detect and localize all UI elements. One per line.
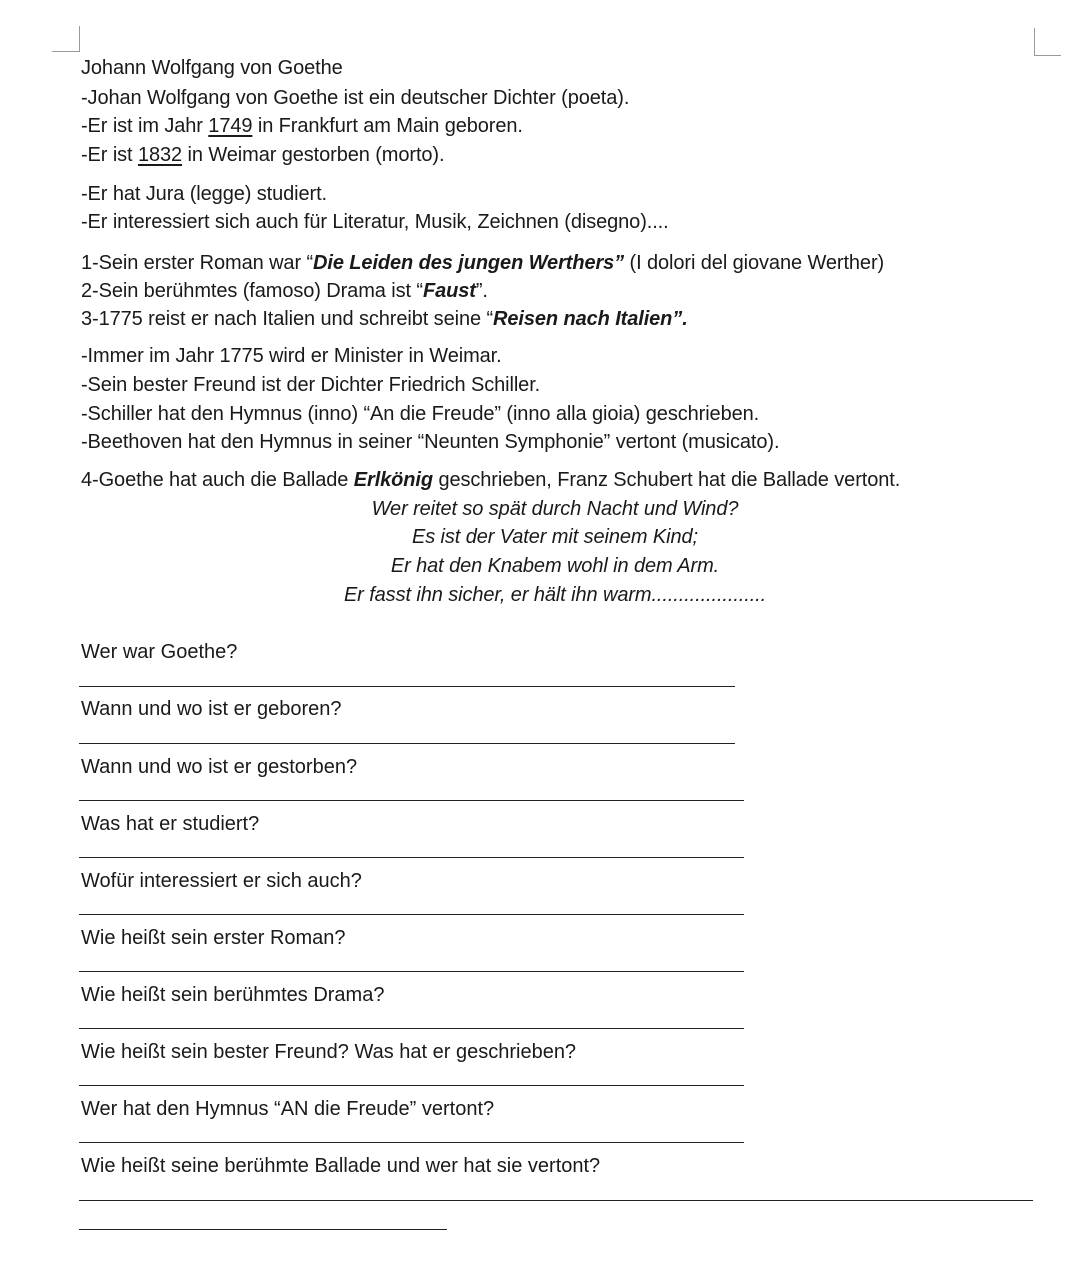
verse-3: Er hat den Knabem wohl in dem Arm. <box>390 555 720 577</box>
ballad-line-pre: 4-Goethe hat auch die Ballade <box>81 469 354 491</box>
bio-line-3 <box>81 143 444 167</box>
question-5: Wofür interessiert er sich auch? <box>81 870 362 892</box>
bio-line-2 <box>81 114 523 138</box>
works-line-3-pre: 3-1775 reist er nach Italien und schreibt seine “ <box>81 308 494 330</box>
more-line-1: -Immer im Jahr 1775 wird er Minister in Weimar. <box>81 345 502 367</box>
bio-line-1: -Johan Wolfgang von Goethe ist ein deutscher Dichter (poeta). <box>81 87 630 109</box>
bio-line-3-post: in Weimar gestorben (morto). <box>182 144 445 166</box>
bio-line-5: -Er interessiert sich auch für Literatur, Musik, Zeichnen (disegno).... <box>81 211 669 233</box>
works-line-2-post: ”. <box>475 280 488 302</box>
bio-line-2-pre: -Er ist im Jahr <box>81 115 209 137</box>
margin-corner-top-left <box>52 26 80 52</box>
death-year: 1832 <box>137 144 183 166</box>
more-line-2: -Sein bester Freund ist der Dichter Friedrich Schiller. <box>81 374 541 396</box>
question-6: Wie heißt sein erster Roman? <box>81 927 346 949</box>
bio-line-2-post: in Frankfurt am Main geboren. <box>252 115 523 137</box>
answer-line-9[interactable] <box>79 1142 744 1143</box>
question-9: Wer hat den Hymnus “AN die Freude” vertont? <box>81 1098 495 1120</box>
question-10: Wie heißt seine berühmte Ballade und wer hat sie vertont? <box>81 1155 601 1177</box>
works-line-3 <box>81 307 688 331</box>
verse-4: Er fasst ihn sicher, er hält ihn warm..................... <box>343 584 767 606</box>
question-7: Wie heißt sein berühmtes Drama? <box>81 984 385 1006</box>
works-line-2 <box>81 279 488 303</box>
answer-line-6[interactable] <box>79 971 744 972</box>
question-4: Was hat er studiert? <box>81 813 260 835</box>
answer-line-3[interactable] <box>79 800 744 801</box>
verse-1: Wer reitet so spät durch Nacht und Wind? <box>371 498 739 520</box>
more-line-3: -Schiller hat den Hymnus (inno) “An die Freude” (inno alla gioia) geschrieben. <box>81 403 760 425</box>
ballad-line-post: geschrieben, Franz Schubert hat die Ballade vertont. <box>432 469 901 491</box>
bio-line-3-pre: -Er ist <box>81 144 138 166</box>
answer-line-8[interactable] <box>79 1085 744 1086</box>
answer-line-10b[interactable] <box>79 1229 447 1230</box>
question-2: Wann und wo ist er geboren? <box>81 698 342 720</box>
works-line-2-pre: 2-Sein berühmtes (famoso) Drama ist “ <box>81 280 423 302</box>
bio-line-4: -Er hat Jura (legge) studiert. <box>81 183 327 205</box>
answer-line-5[interactable] <box>79 914 744 915</box>
question-8: Wie heißt sein bester Freund? Was hat er geschrieben? <box>81 1041 577 1063</box>
works-line-1 <box>81 251 884 275</box>
answer-line-7[interactable] <box>79 1028 744 1029</box>
question-3: Wann und wo ist er gestorben? <box>81 756 358 778</box>
ballad-line <box>81 468 900 492</box>
answer-line-4[interactable] <box>79 857 744 858</box>
travel-book-title: Reisen nach Italien”. <box>493 308 688 330</box>
question-1: Wer war Goethe? <box>81 641 238 663</box>
document-title: Johann Wolfgang von Goethe <box>81 57 343 79</box>
works-line-1-pre: 1-Sein erster Roman war “ <box>81 252 314 274</box>
more-line-4: -Beethoven hat den Hymnus in seiner “Neunten Symphonie” vertont (musicato). <box>81 431 780 453</box>
ballad-title: Erlkönig <box>353 469 433 491</box>
answer-line-10a[interactable] <box>79 1200 1033 1201</box>
margin-corner-top-right <box>1034 28 1061 56</box>
answer-line-1[interactable] <box>79 686 735 687</box>
drama-title: Faust <box>422 280 476 302</box>
answer-line-2[interactable] <box>79 743 735 744</box>
birth-year: 1749 <box>208 115 253 137</box>
novel-title: Die Leiden des jungen Werthers” <box>313 252 625 274</box>
verse-2: Es ist der Vater mit seinem Kind; <box>411 526 699 548</box>
works-line-1-post: (I dolori del giovane Werther) <box>624 252 885 274</box>
